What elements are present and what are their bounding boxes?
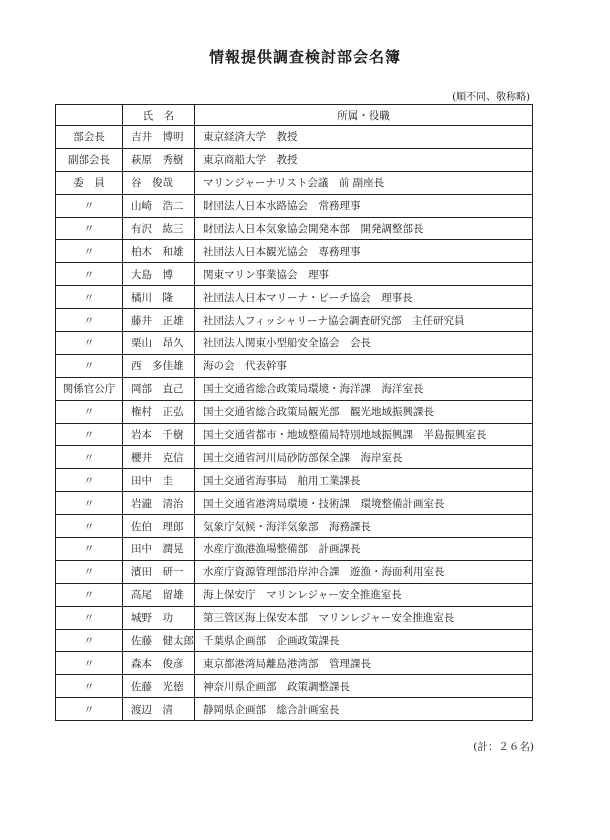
affiliation-cell: 東京経済大学 教授 — [195, 126, 533, 149]
table-row — [56, 698, 533, 721]
role-cell: 〃 — [56, 446, 123, 469]
affiliation-cell: 気象庁気候・海洋気象部 海務課長 — [195, 515, 533, 538]
table-row — [56, 263, 533, 286]
table-row — [56, 126, 533, 149]
name-cell: 西 多佳雄 — [123, 354, 195, 377]
affiliation-cell: 海の会 代表幹事 — [195, 354, 533, 377]
table-row — [56, 148, 533, 171]
name-cell: 岩本 千樹 — [123, 423, 195, 446]
name-cell: 岡部 直己 — [123, 377, 195, 400]
role-cell: 〃 — [56, 400, 123, 423]
table-row — [56, 217, 533, 240]
table-row — [56, 354, 533, 377]
affiliation-cell: 社団法人フィッシャリーナ協会調査研究部 主任研究員 — [195, 309, 533, 332]
role-cell: 〃 — [56, 698, 123, 721]
affiliation-cell: 国土交通省都市・地域整備局特別地域振興課 半島振興室長 — [195, 423, 533, 446]
table-row — [56, 446, 533, 469]
affiliation-cell: 関東マリン事業協会 理事 — [195, 263, 533, 286]
role-cell: 委 員 — [56, 171, 123, 194]
affiliation-cell: マリンジャーナリスト会議 前 副座長 — [195, 171, 533, 194]
role-cell: 〃 — [56, 492, 123, 515]
role-cell: 〃 — [56, 629, 123, 652]
name-cell: 森本 俊彦 — [123, 652, 195, 675]
role-cell: 〃 — [56, 263, 123, 286]
affiliation-cell: 東京商船大学 教授 — [195, 148, 533, 171]
table-row — [56, 538, 533, 561]
table-row — [56, 629, 533, 652]
affiliation-cell: 海上保安庁 マリンレジャー安全推進室長 — [195, 583, 533, 606]
role-cell: 〃 — [56, 286, 123, 309]
member-roster-table — [55, 104, 533, 721]
role-cell: 〃 — [56, 560, 123, 583]
name-cell: 櫻井 克信 — [123, 446, 195, 469]
table-row — [56, 194, 533, 217]
affiliation-cell: 社団法人日本マリーナ・ビーチ協会 理事長 — [195, 286, 533, 309]
name-cell: 権村 正弘 — [123, 400, 195, 423]
table-header-row — [56, 105, 533, 126]
name-cell: 栗山 昂久 — [123, 332, 195, 355]
affiliation-cell: 千葉県企画部 企画政策課長 — [195, 629, 533, 652]
table-row — [56, 675, 533, 698]
total-count: (計：２６名) — [473, 741, 534, 753]
name-cell: 佐伯 理郎 — [123, 515, 195, 538]
table-row — [56, 583, 533, 606]
name-cell: 谷 俊哉 — [123, 171, 195, 194]
affiliation-cell: 社団法人日本観光協会 専務理事 — [195, 240, 533, 263]
affiliation-cell: 国土交通省総合政策局観光部 観光地域振興課長 — [195, 400, 533, 423]
name-cell: 大島 博 — [123, 263, 195, 286]
name-cell: 佐藤 光徳 — [123, 675, 195, 698]
name-cell: 佐藤 健太郎 — [123, 629, 195, 652]
role-cell: 〃 — [56, 606, 123, 629]
role-cell: 〃 — [56, 332, 123, 355]
affiliation-cell: 水産庁漁港漁場整備部 計画課長 — [195, 538, 533, 561]
name-cell: 柏木 和雄 — [123, 240, 195, 263]
table-row — [56, 560, 533, 583]
role-cell: 〃 — [56, 309, 123, 332]
table-row — [56, 377, 533, 400]
table-row — [56, 332, 533, 355]
header-role — [56, 105, 123, 126]
role-cell: 〃 — [56, 240, 123, 263]
role-cell: 〃 — [56, 469, 123, 492]
name-cell: 濱田 研一 — [123, 560, 195, 583]
affiliation-cell: 国土交通省港湾局環境・技術課 環境整備計画室長 — [195, 492, 533, 515]
affiliation-cell: 国土交通省総合政策局環境・海洋課 海洋室長 — [195, 377, 533, 400]
table-row — [56, 171, 533, 194]
name-cell: 田中 潤晃 — [123, 538, 195, 561]
name-cell: 吉井 博明 — [123, 126, 195, 149]
table-row — [56, 515, 533, 538]
name-cell: 有沢 紘三 — [123, 217, 195, 240]
table-row — [56, 469, 533, 492]
role-cell: 〃 — [56, 194, 123, 217]
affiliation-cell: 東京都港湾局離島港湾部 管理課長 — [195, 652, 533, 675]
table-row — [56, 423, 533, 446]
name-cell: 高尾 留雄 — [123, 583, 195, 606]
role-cell: 〃 — [56, 354, 123, 377]
role-cell: 部会長 — [56, 126, 123, 149]
table-row — [56, 240, 533, 263]
role-cell: 〃 — [56, 515, 123, 538]
name-cell: 田中 圭 — [123, 469, 195, 492]
affiliation-cell: 国土交通省河川局砂防部保全課 海岸室長 — [195, 446, 533, 469]
table-row — [56, 606, 533, 629]
name-cell: 藤井 正雄 — [123, 309, 195, 332]
name-cell: 城野 功 — [123, 606, 195, 629]
role-cell: 関係官公庁 — [56, 377, 123, 400]
affiliation-cell: 神奈川県企画部 政策調整課長 — [195, 675, 533, 698]
role-cell: 〃 — [56, 423, 123, 446]
affiliation-cell: 第三管区海上保安本部 マリンレジャー安全推進室長 — [195, 606, 533, 629]
document-title: 情報提供調査検討部会名簿 — [208, 48, 401, 66]
affiliation-cell: 国土交通省海事局 舶用工業課長 — [195, 469, 533, 492]
role-cell: 〃 — [56, 675, 123, 698]
table-row — [56, 400, 533, 423]
header-affiliation: 所属・役職 — [195, 105, 533, 126]
roster-body — [56, 126, 533, 721]
affiliation-cell: 社団法人関東小型船安全協会 会長 — [195, 332, 533, 355]
role-cell: 〃 — [56, 538, 123, 561]
name-cell: 岩瀧 清治 — [123, 492, 195, 515]
affiliation-cell: 水産庁資源管理部沿岸沖合課 遊漁・海面利用室長 — [195, 560, 533, 583]
name-cell: 渡辺 清 — [123, 698, 195, 721]
ordering-note: (順不同、敬称略) — [452, 92, 530, 103]
role-cell: 副部会長 — [56, 148, 123, 171]
affiliation-cell: 静岡県企画部 総合計画室長 — [195, 698, 533, 721]
table-row — [56, 286, 533, 309]
name-cell: 山崎 浩二 — [123, 194, 195, 217]
role-cell: 〃 — [56, 217, 123, 240]
table-row — [56, 652, 533, 675]
name-cell: 橘川 隆 — [123, 286, 195, 309]
table-row — [56, 492, 533, 515]
table-row — [56, 309, 533, 332]
header-name: 氏 名 — [123, 105, 195, 126]
affiliation-cell: 財団法人日本水路協会 常務理事 — [195, 194, 533, 217]
role-cell: 〃 — [56, 652, 123, 675]
role-cell: 〃 — [56, 583, 123, 606]
name-cell: 萩原 秀樹 — [123, 148, 195, 171]
affiliation-cell: 財団法人日本気象協会開発本部 開発調整部長 — [195, 217, 533, 240]
